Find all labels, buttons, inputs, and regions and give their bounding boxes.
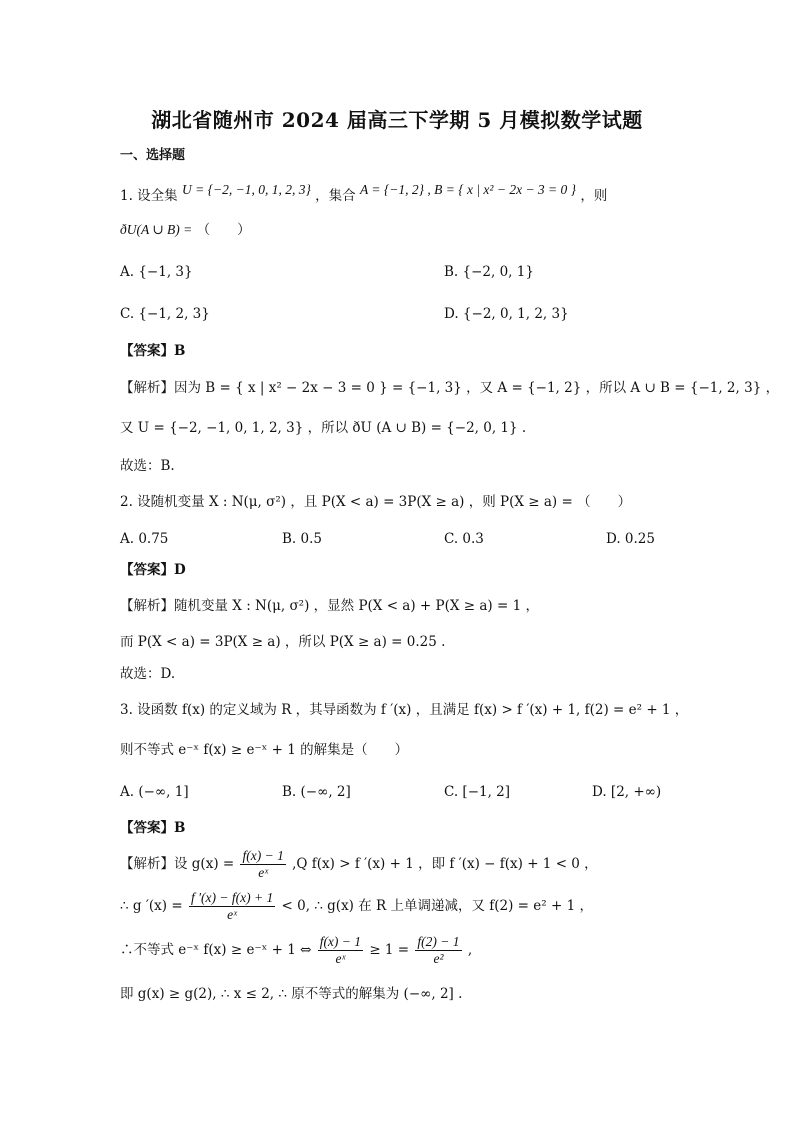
q2-option-d: D. 0.25 <box>606 531 655 547</box>
q3-analysis-1 <box>120 848 598 881</box>
q3-a3-fraction-1 <box>318 934 363 967</box>
q1-option-c: C. {−1, 2, 3} <box>120 306 210 322</box>
q3-a1-denominator: eˣ <box>258 865 269 880</box>
q2-answer: 【答案】D <box>120 562 186 578</box>
q3-a3-fraction-2 <box>415 934 461 967</box>
q1-stem-c: ，则 <box>580 188 608 204</box>
q3-option-b: B. (−∞, 2] <box>282 784 351 800</box>
q2-analysis-2: 而 P(X < a) = 3P(X ≥ a) ，所以 P(X ≥ a) = 0.25 . <box>120 634 446 650</box>
q3-a3-numerator-2: f(2) − 1 <box>417 934 460 949</box>
q3-a3-mid: ≥ 1 = <box>369 942 410 958</box>
q3-a1-numerator: f(x) − 1 <box>242 848 284 863</box>
q1-analysis-1: 【解析】因为 B = { x | x² − 2x − 3 = 0 } = {−1, 3} ，又 A = {−1, 2} ，所以 A ∪ B = {−1, 2, 3} ， <box>120 380 780 396</box>
q1-analysis-2: 又 U = {−2, −1, 0, 1, 2, 3} ，所以 ðU (A ∪ B) = {−2, 0, 1} . <box>120 420 527 436</box>
q3-a1-pre: 【解析】设 g(x) = <box>120 856 235 872</box>
q3-a2-pre: ∴ g ′(x) = <box>120 898 183 914</box>
q3-analysis-4: 即 g(x) ≥ g(2), ∴ x ≤ 2, ∴ 原不等式的解集为 (−∞, 2] . <box>120 986 463 1002</box>
q3-a3-denominator-1: eˣ <box>335 951 346 966</box>
q3-option-a: A. (−∞, 1] <box>120 784 189 800</box>
q3-a3-denominator-2: e² <box>433 951 444 966</box>
q1-stem-line-1 <box>120 182 608 206</box>
q1-option-d: D. {−2, 0, 1, 2, 3} <box>444 306 569 322</box>
q3-analysis-3 <box>120 934 472 967</box>
q1-answer: 【答案】B <box>120 343 186 359</box>
q3-a2-denominator: eˣ <box>227 907 237 922</box>
q3-a2-numerator: f ′(x) − f(x) + 1 <box>190 890 274 905</box>
q1-complement-expression: ðU(A ∪ B) = <box>120 222 193 237</box>
q2-conclusion: 故选：D. <box>120 666 176 682</box>
q1-stem-line-2 <box>120 220 251 240</box>
q3-answer: 【答案】B <box>120 820 186 836</box>
q2-option-a: A. 0.75 <box>120 531 169 547</box>
q3-a1-post: ,Q f(x) > f ′(x) + 1 ，即 f ′(x) − f(x) + 1 < 0 ， <box>292 856 598 872</box>
q1-option-b: B. {−2, 0, 1} <box>444 264 534 280</box>
q2-analysis-1: 【解析】随机变量 X : N(μ, σ²) ，显然 P(X < a) + P(X ≥ a) = 1 ， <box>120 598 539 614</box>
q1-stem-a: 1. 设全集 <box>120 188 178 204</box>
q2-stem: 2. 设随机变量 X : N(μ, σ²) ，且 P(X < a) = 3P(X ≥ a) ，则 P(X ≥ a) = （ ） <box>120 494 632 510</box>
q3-a1-fraction <box>240 848 285 881</box>
q2-option-c: C. 0.3 <box>444 531 484 547</box>
q3-option-c: C. [−1, 2] <box>444 784 511 800</box>
q1-stem-b: ，集合 <box>315 188 356 204</box>
q1-conclusion: 故选：B. <box>120 458 175 474</box>
q1-option-a: A. {−1, 3} <box>120 264 193 280</box>
q2-option-b: B. 0.5 <box>282 531 322 547</box>
q3-a3-numerator-1: f(x) − 1 <box>319 934 362 949</box>
q1-sets-ab: A = {−1, 2} , B = { x | x² − 2x − 3 = 0 } <box>359 182 577 197</box>
q1-answer-paren: （ ） <box>196 222 251 238</box>
q3-analysis-2 <box>120 890 593 923</box>
q3-a2-fraction <box>189 890 275 923</box>
q3-stem-2: 则不等式 e⁻ˣ f(x) ≥ e⁻ˣ + 1 的解集是（ ） <box>120 742 409 758</box>
q3-a3-post: , <box>467 942 473 958</box>
page-title: 湖北省随州市 2024 届高三下学期 5 月模拟数学试题 <box>151 108 643 132</box>
q3-stem-1: 3. 设函数 f(x) 的定义域为 R ，其导函数为 f ′(x) ，且满足 f(x) > f ′(x) + 1, f(2) = e² + 1 ， <box>120 702 689 718</box>
q3-a3-pre: ∴不等式 e⁻ˣ f(x) ≥ e⁻ˣ + 1 ⇔ <box>120 942 312 958</box>
section-heading: 一、选择题 <box>120 148 186 163</box>
q3-option-d: D. [2, +∞) <box>592 784 662 800</box>
q1-universal-set: U = {−2, −1, 0, 1, 2, 3} <box>181 182 311 197</box>
q3-a2-post: < 0, ∴ g(x) 在 R 上单调递减，又 f(2) = e² + 1 ， <box>281 898 593 914</box>
